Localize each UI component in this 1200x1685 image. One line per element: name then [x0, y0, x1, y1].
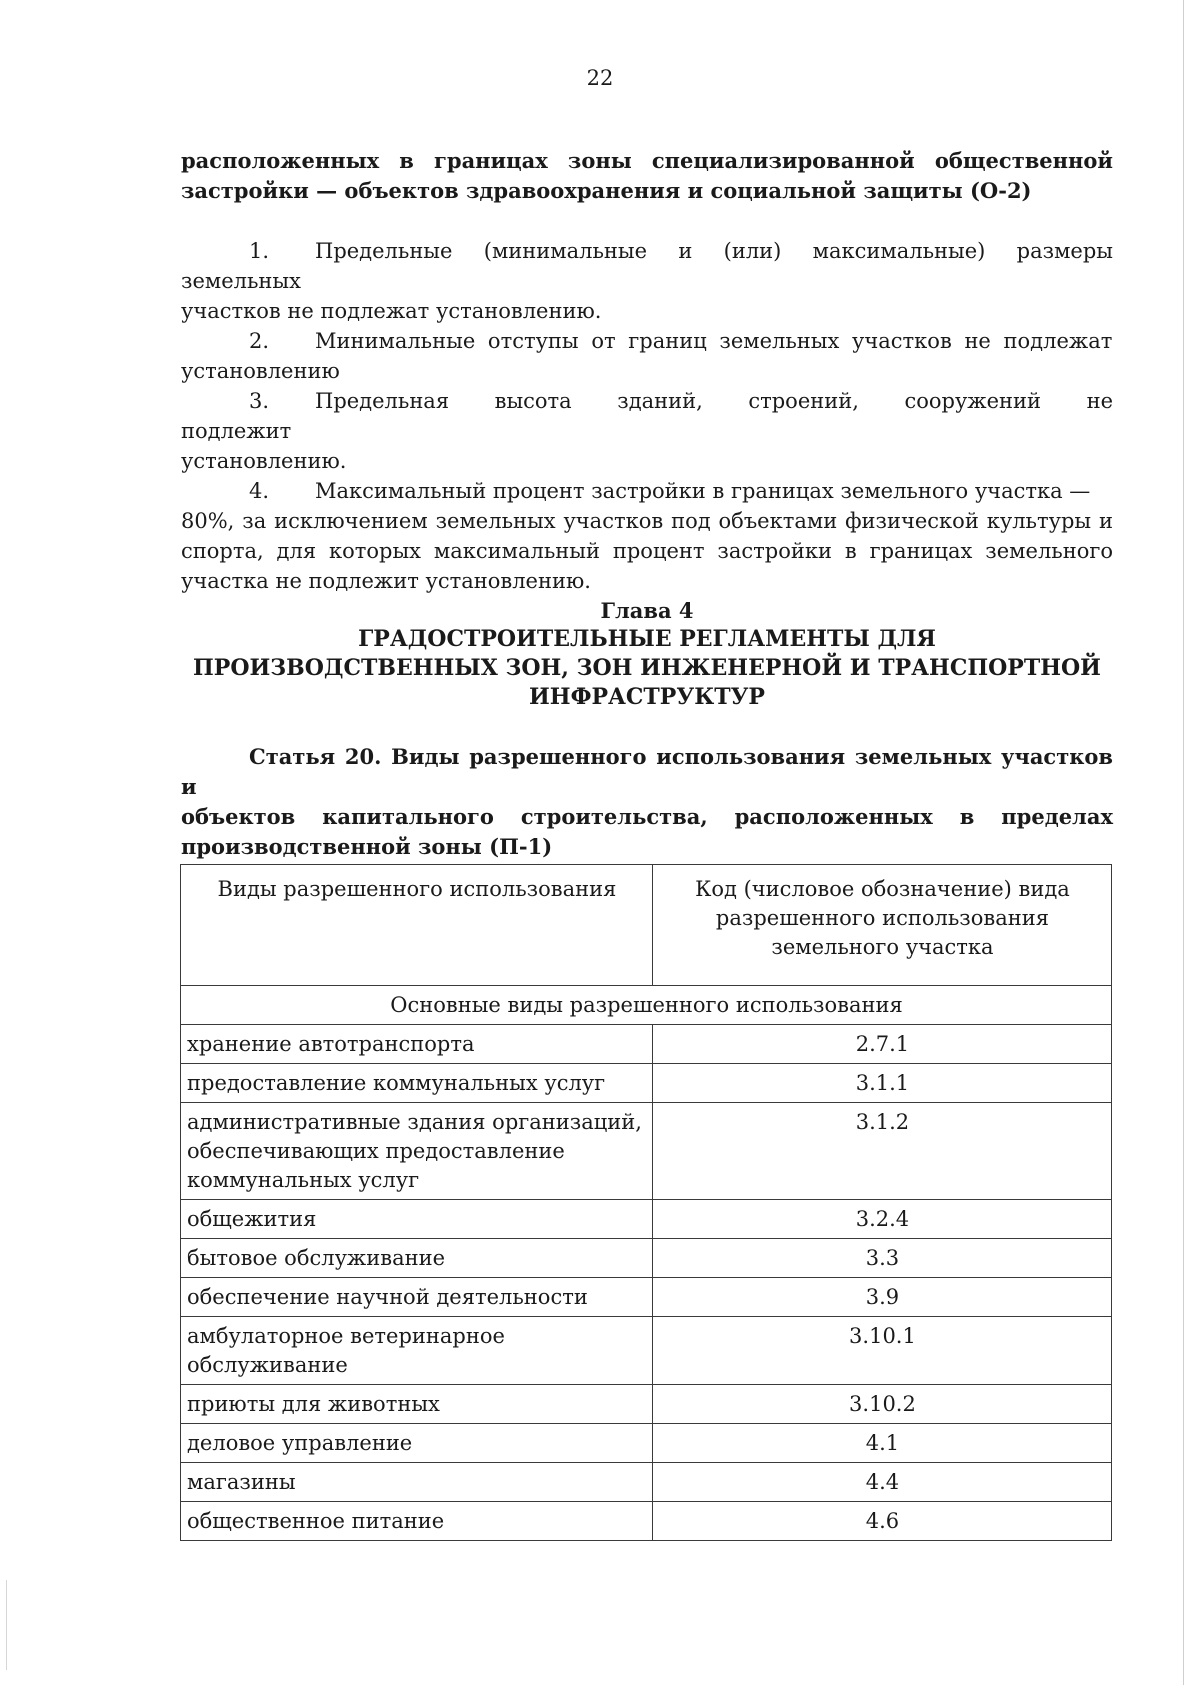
table-row	[181, 1103, 1112, 1200]
use-name: административные здания организаций, обеспечивающих предоставление коммунальных услуг	[181, 1103, 653, 1200]
use-name: бытовое обслуживание	[181, 1239, 653, 1278]
scan-edge-mark	[6, 1580, 7, 1670]
regulation-continuation: участков не подлежат установлению.	[181, 299, 602, 323]
table-row	[181, 1463, 1112, 1502]
zone-heading-continuation	[181, 146, 1113, 206]
table-row	[181, 1385, 1112, 1424]
regulation-number: 4.	[249, 479, 270, 503]
chapter-title-line-3: ИНФРАСТРУКТУР	[529, 684, 765, 710]
table-row	[181, 1317, 1112, 1385]
use-code: 3.10.2	[652, 1385, 1111, 1424]
regulation-text: Предельные (минимальные и (или) максимальные) размеры земельных	[181, 239, 1113, 293]
regulations-list	[181, 236, 1113, 596]
regulation-text: Максимальный процент застройки в границах земельного участка —	[315, 479, 1091, 503]
regulation-number: 1.	[249, 239, 270, 263]
use-code: 3.1.1	[652, 1064, 1111, 1103]
zone-heading-line-2: застройки — объектов здравоохранения и социальной защиты (О-2)	[181, 178, 1032, 203]
zone-heading-line-1: расположенных в границах зоны специализированной общественной	[181, 148, 1113, 173]
use-code: 3.1.2	[652, 1103, 1111, 1200]
regulation-item	[181, 236, 1113, 296]
chapter-number: Глава 4	[600, 598, 694, 623]
use-code: 3.3	[652, 1239, 1111, 1278]
regulation-continuation: установлению.	[181, 449, 347, 473]
table-row	[181, 1064, 1112, 1103]
use-name: предоставление коммунальных услуг	[181, 1064, 653, 1103]
use-code: 2.7.1	[652, 1025, 1111, 1064]
use-code: 4.4	[652, 1463, 1111, 1502]
table-row	[181, 1025, 1112, 1064]
use-code: 3.2.4	[652, 1200, 1111, 1239]
regulation-text: Предельная высота зданий, строений, сооружений не подлежит	[181, 389, 1113, 443]
header-code: Код (числовое обозначение) вида разрешенного использования земельного участка	[652, 865, 1111, 986]
use-name: деловое управление	[181, 1424, 653, 1463]
regulation-text: Минимальные отступы от границ земельных участков не подлежат	[315, 329, 1113, 353]
table-header-row	[181, 865, 1112, 986]
article-line-3: производственной зоны (П-1)	[181, 834, 553, 859]
table-row	[181, 1424, 1112, 1463]
table-row	[181, 1278, 1112, 1317]
use-name: обеспечение научной деятельности	[181, 1278, 653, 1317]
table-section-row	[181, 986, 1112, 1025]
regulation-item	[181, 386, 1113, 446]
use-name: амбулаторное ветеринарное обслуживание	[181, 1317, 653, 1385]
regulation-continuation: 80%, за исключением земельных участков под объектами физической культуры и спорта, для которых максимальный процент застройки в границах земельного участка не подлежит установлению.	[181, 509, 1113, 593]
chapter-title-line-1: ГРАДОСТРОИТЕЛЬНЫЕ РЕГЛАМЕНТЫ ДЛЯ	[358, 626, 936, 652]
use-code: 3.9	[652, 1278, 1111, 1317]
use-code: 4.1	[652, 1424, 1111, 1463]
regulation-item	[181, 326, 1113, 356]
use-name: магазины	[181, 1463, 653, 1502]
use-name: общественное питание	[181, 1502, 653, 1541]
chapter-title-line-2: ПРОИЗВОДСТВЕННЫХ ЗОН, ЗОН ИНЖЕНЕРНОЙ И ТРАНСПОРТНОЙ	[193, 655, 1101, 681]
table-row	[181, 1502, 1112, 1541]
page-number: 22	[586, 66, 614, 90]
table-row	[181, 1200, 1112, 1239]
regulation-continuation: установлению	[181, 359, 340, 383]
use-name: хранение автотранспорта	[181, 1025, 653, 1064]
regulation-item	[181, 476, 1113, 506]
table-row	[181, 1239, 1112, 1278]
header-uses: Виды разрешенного использования	[181, 865, 653, 986]
article-line-1: Статья 20. Виды разрешенного использования земельных участков и	[181, 744, 1113, 799]
article-line-2: объектов капитального строительства, расположенных в пределах	[181, 804, 1113, 829]
regulation-number: 2.	[249, 329, 270, 353]
use-name: общежития	[181, 1200, 653, 1239]
scan-edge-line	[1183, 0, 1184, 1685]
regulation-number: 3.	[249, 389, 270, 413]
use-code: 4.6	[652, 1502, 1111, 1541]
permitted-uses-table	[180, 864, 1112, 1541]
article-heading	[181, 742, 1113, 862]
use-name: приюты для животных	[181, 1385, 653, 1424]
chapter-heading	[181, 596, 1113, 712]
section-title: Основные виды разрешенного использования	[181, 986, 1112, 1025]
use-code: 3.10.1	[652, 1317, 1111, 1385]
